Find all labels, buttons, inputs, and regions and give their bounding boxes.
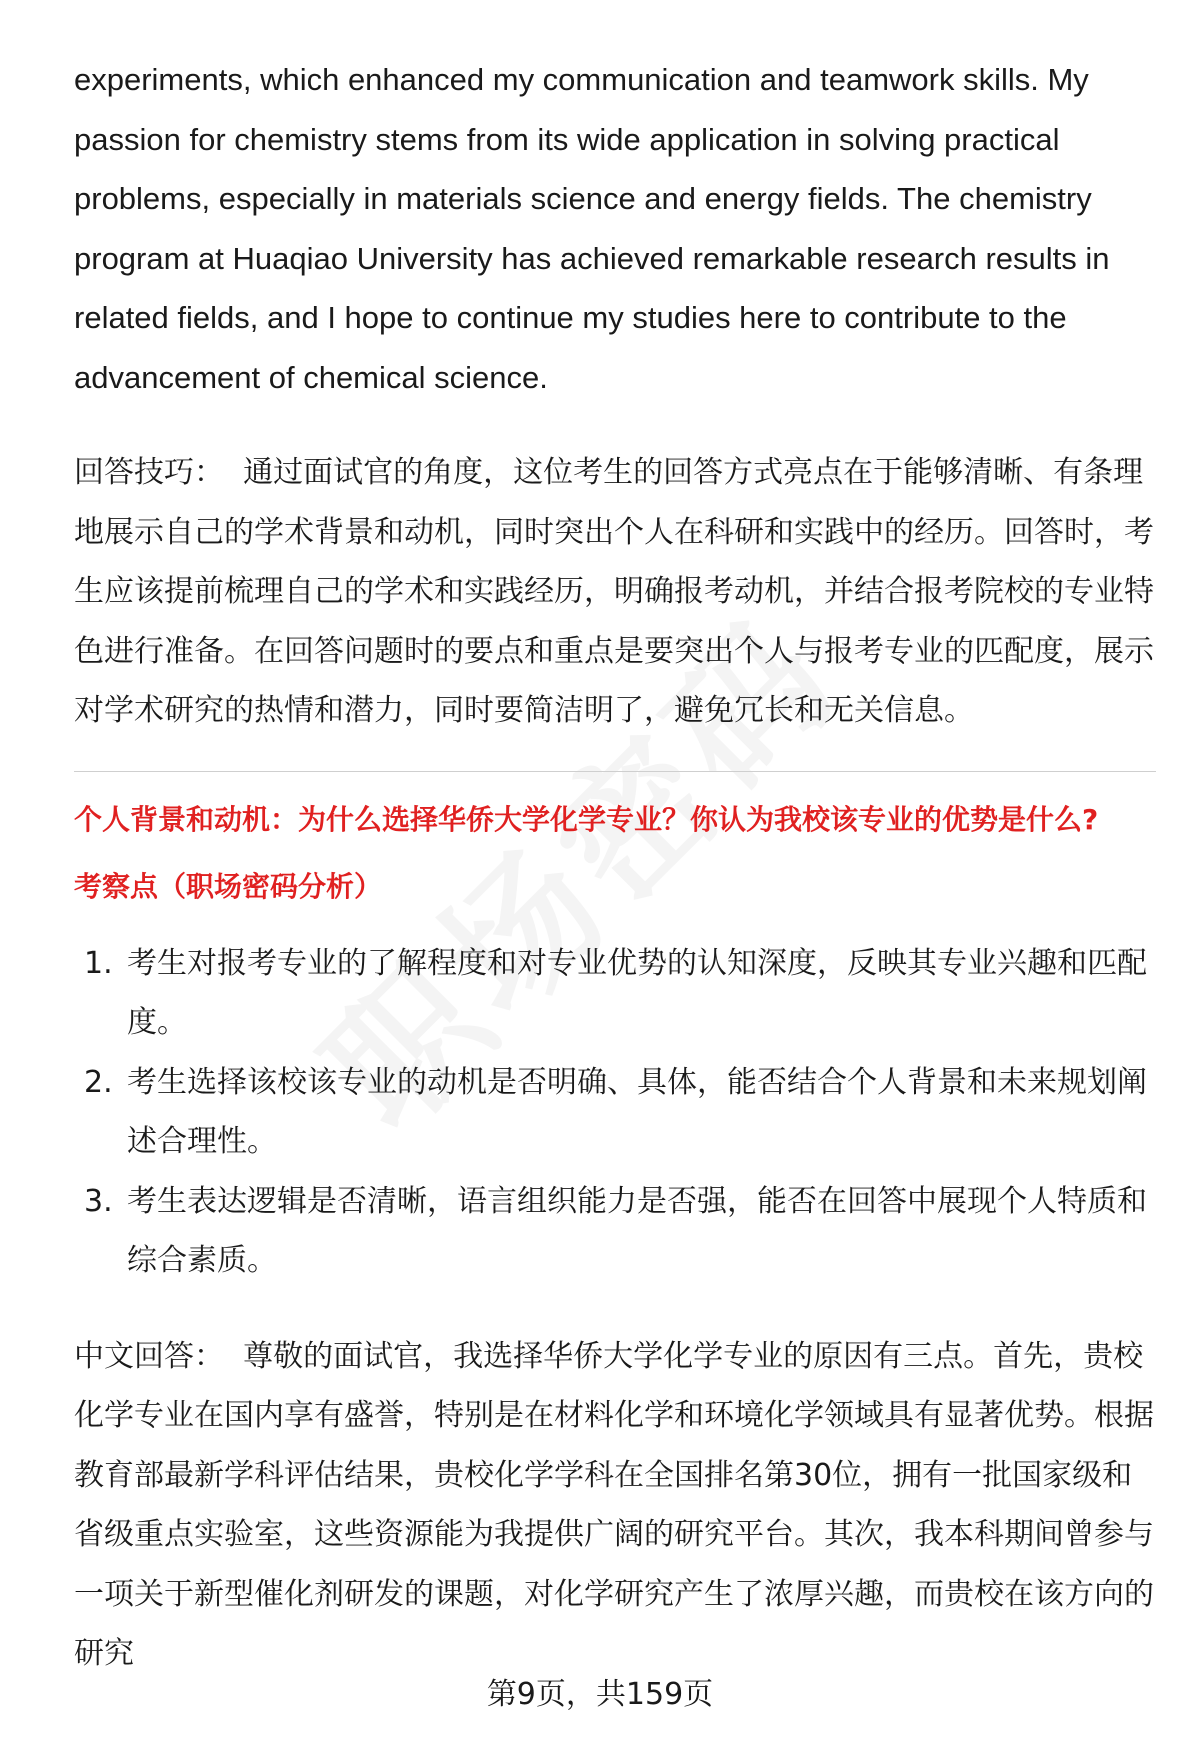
page-number-text: 第9页，共159页 [486,1677,714,1712]
answer-tips-paragraph [74,443,1154,741]
list-item-number: 2. [84,1064,113,1100]
list-item-number: 1. [84,945,113,981]
chinese-answer-paragraph [74,1327,1154,1684]
answer-tips-label: 回答技巧： [74,455,224,490]
list-item-number: 3. [84,1183,113,1219]
list-item-text: 考生选择该校该专业的动机是否明确、具体，能否结合个人背景和未来规划阐述合理性。 [127,1064,1147,1159]
list-item-text: 考生对报考专业的了解程度和对专业优势的认知深度，反映其专业兴趣和匹配度。 [127,945,1147,1040]
list-item [74,1172,1154,1291]
question-title: 个人背景和动机：为什么选择华侨大学化学专业？你认为我校该专业的优势是什么? [74,802,1099,836]
document-body [74,50,1154,1684]
focus-heading: 考察点（职场密码分析） [74,869,383,903]
answer-tips-text: 通过面试官的角度，这位考生的回答方式亮点在于能够清晰、有条理地展示自己的学术背景和动机，同时突出个人在科研和实践中的经历。回答时，考生应该提前梳理自己的学术和实践经历，明确报考动机，并结合报考院校的专业特色进行准备。在回答问题时的要点和重点是要突出个人与报考专业的匹配度，展示对学术研究的热情和潜力，同时要简洁明了，避免冗长和无关信息。 [74,455,1154,728]
list-item-text: 考生表达逻辑是否清晰，语言组织能力是否强，能否在回答中展现个人特质和综合素质。 [127,1183,1147,1278]
chinese-answer-text: 尊敬的面试官，我选择华侨大学化学专业的原因有三点。首先，贵校化学专业在国内享有盛誉，特别是在材料化学和环境化学领域具有显著优势。根据教育部最新学科评估结果，贵校化学学科在全国排名第30位，拥有一批国家级和省级重点实验室，这些资源能为我提供广阔的研究平台。其次，我本科期间曾参与一项关于新型催化剂研发的课题，对化学研究产生了浓厚兴趣，而贵校在该方向的研究 [74,1338,1154,1671]
focus-points-list [74,934,1154,1291]
page-footer [0,1675,1200,1715]
list-item [74,934,1154,1053]
english-answer-continuation: experiments, which enhanced my communication and teamwork skills. My passion for chemistry stems from its wide application in solving practical problems, especially in materials science and energy fields. The chemistry program at Huaqiao University has achieved remarkable research results in related fields, and I hope to continue my studies here to contribute to the advancement of chemical science. [74,62,1110,395]
chinese-answer-label: 中文回答： [74,1338,224,1374]
list-item [74,1053,1154,1172]
